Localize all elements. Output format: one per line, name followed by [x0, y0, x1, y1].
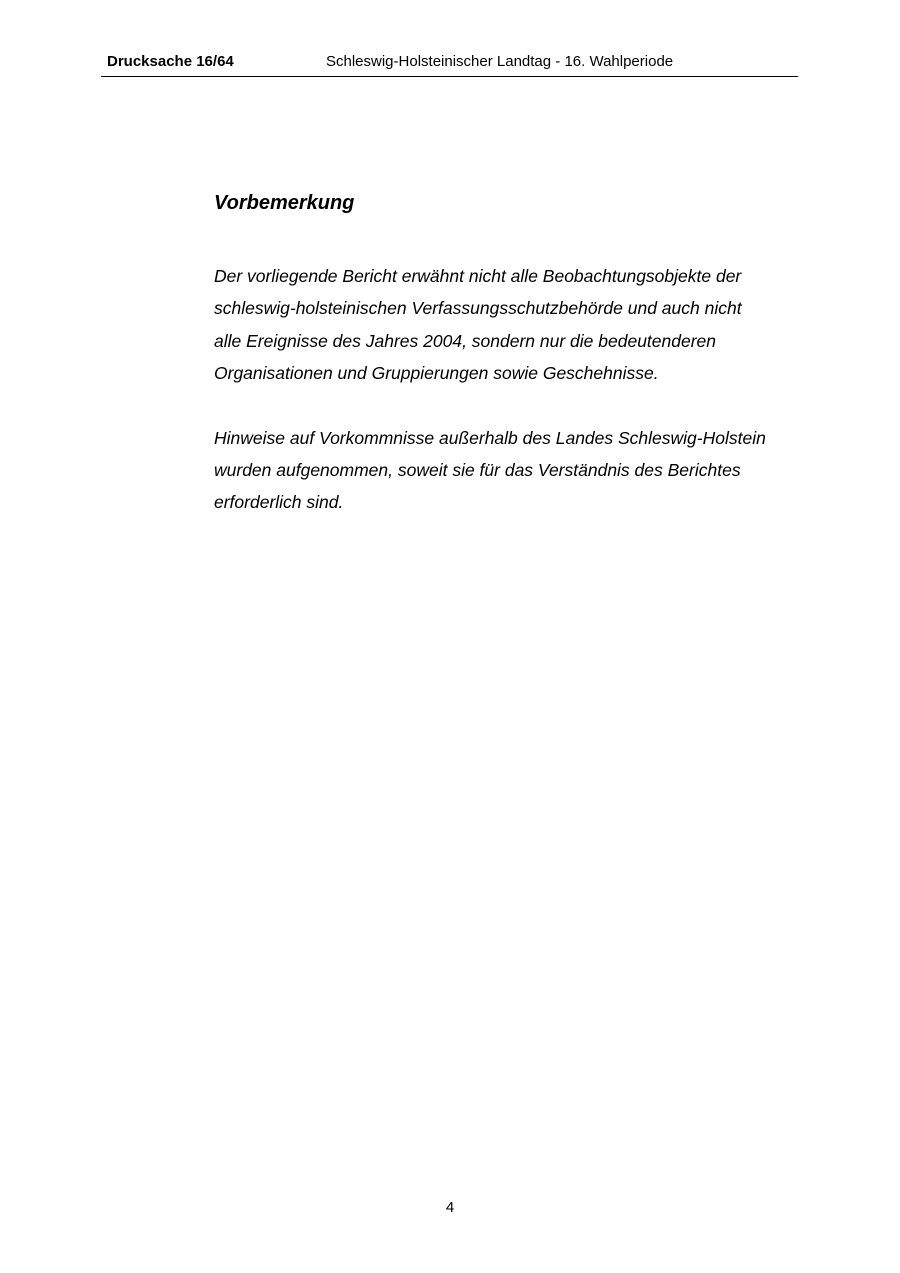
paragraph-note: Hinweise auf Vorkommnisse außerhalb des Landes Schleswig-Holstein wurden aufgenommen, soweit sie für das Verständnis des Berichtes erforderlich sind. — [214, 427, 766, 513]
document-number: Drucksache 16/64 — [107, 53, 234, 70]
section-heading: Vorbemerkung — [214, 192, 355, 214]
parliament-title: Schleswig-Holsteinischer Landtag - 16. Wahlperiode — [326, 53, 674, 70]
page-number: 4 — [445, 1199, 455, 1216]
main-content — [214, 188, 804, 519]
page-header — [101, 52, 798, 77]
paragraph-intro: Der vorliegende Bericht erwähnt nicht alle Beobachtungsobjekte der schleswig-holsteinischen Verfassungsschutzbehörde und auch nicht alle Ereignisse des Jahres 2004, sondern nur die bedeutenderen Organisationen und Gruppierungen sowie Geschehnisse. — [214, 266, 742, 384]
